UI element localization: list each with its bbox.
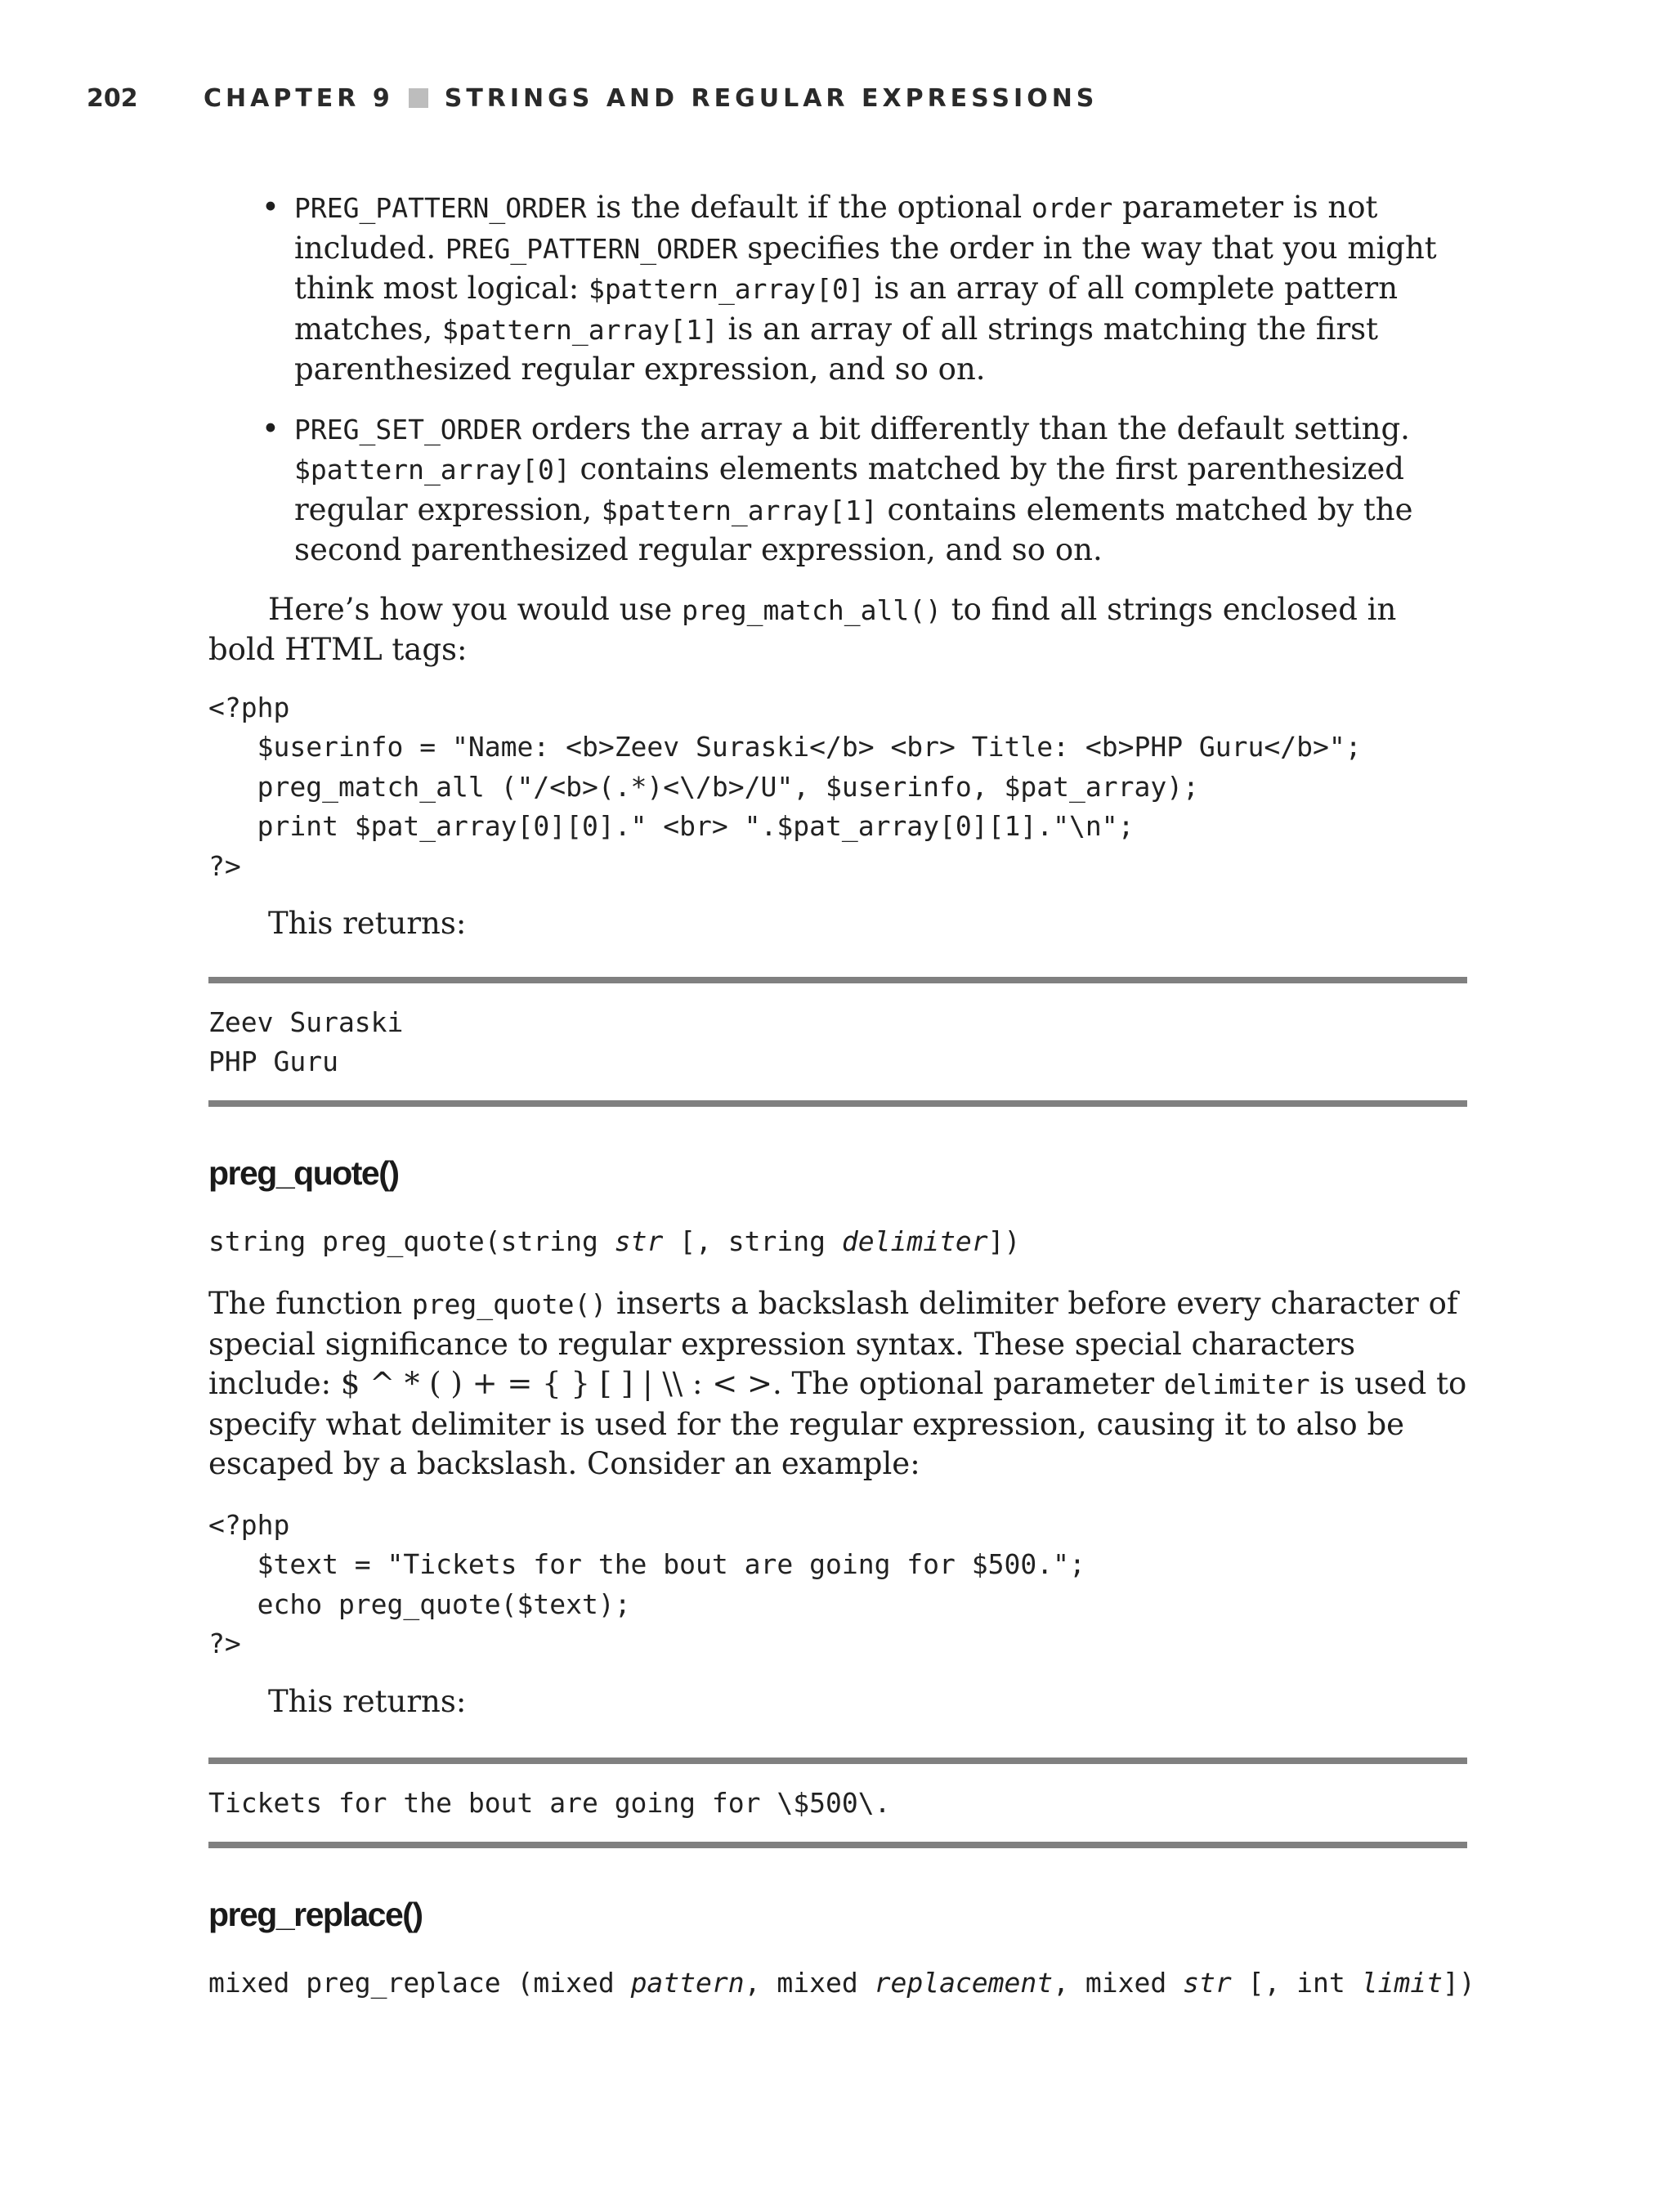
- signature-param: limit: [1361, 1966, 1443, 1999]
- function-signature-preg-quote: [208, 1222, 1467, 1262]
- function-heading-preg-replace: preg_replace(): [208, 1895, 423, 1933]
- bullet-text-segment: is an array of all strings matching the first parenthesized regular expression, and so on.: [294, 311, 1379, 387]
- signature-param: pattern: [630, 1966, 745, 1999]
- signature-part: ]): [1443, 1966, 1475, 1999]
- signature-part: [, string: [663, 1225, 842, 1257]
- order-options-list: [208, 188, 1467, 571]
- page-content: [208, 188, 1475, 2003]
- section-title: STRINGS AND REGULAR EXPRESSIONS: [444, 83, 1099, 113]
- signature-part: , mixed: [1053, 1966, 1184, 1999]
- bullet-text: [294, 411, 1413, 568]
- inline-code: delimiter: [1163, 1368, 1310, 1400]
- returns-label: This returns:: [268, 1683, 467, 1719]
- signature-part: , mixed: [744, 1966, 875, 1999]
- signature-part: mixed preg_replace (mixed: [208, 1966, 631, 1999]
- code-example-preg-quote: <?php $text = "Tickets for the bout are going for $500."; echo preg_quote($text); ?>: [208, 1508, 1085, 1659]
- running-header: [87, 80, 1098, 116]
- bullet-set-order: [208, 410, 1467, 571]
- inline-code: $pattern_array[1]: [601, 494, 878, 526]
- bullet-text-segment: contains elements matched by the second parenthesized regular expression, and so on.: [294, 491, 1413, 567]
- function-heading-preg-quote: preg_quote(): [208, 1153, 399, 1192]
- bullet-text: [294, 190, 1437, 387]
- bullet-text-segment: is an array of all complete pattern matches,: [294, 271, 1399, 347]
- signature-part: string preg_quote(string: [208, 1225, 615, 1257]
- signature-param: str: [1183, 1966, 1232, 1999]
- signature-part: [, int: [1231, 1966, 1362, 1999]
- description-text: is used to specify what delimiter is used for the regular expression, causing it to also be escaped by a backslash. Consider an example:: [208, 1366, 1467, 1481]
- inline-code: PREG_SET_ORDER: [294, 413, 522, 446]
- signature-param: replacement: [874, 1966, 1054, 1999]
- inline-code: preg_quote(): [411, 1288, 607, 1320]
- description-text: inserts a backslash delimiter before every character of special significance to regular expression syntax. These special characters include: $ ^ * ( ) + = { } [ ] | \\ : < >. The optional parameter: [208, 1286, 1458, 1401]
- inline-code: $pattern_array[0]: [589, 273, 865, 305]
- inline-code: PREG_PATTERN_ORDER: [294, 192, 587, 224]
- output-box-2: [208, 1758, 1467, 1848]
- chapter-label: CHAPTER 9: [204, 83, 394, 113]
- preg-quote-description: [208, 1284, 1467, 1484]
- usage-intro-text: Here’s how you would use: [268, 591, 683, 627]
- signature-part: ]): [987, 1225, 1021, 1257]
- inline-code: $pattern_array[1]: [441, 313, 718, 346]
- description-text: The function: [208, 1286, 412, 1321]
- output-box-1: [208, 977, 1467, 1107]
- bullet-text-segment: is the default if the optional: [586, 190, 1032, 225]
- usage-intro-paragraph: [208, 590, 1467, 670]
- output-text: Zeev Suraski PHP Guru: [208, 1005, 404, 1077]
- output-text: Tickets for the bout are going for \$500\.: [208, 1787, 891, 1819]
- inline-code: PREG_PATTERN_ORDER: [445, 232, 738, 265]
- inline-code: order: [1032, 192, 1113, 224]
- header-separator-square: [409, 88, 428, 108]
- code-example-preg-match-all: <?php $userinfo = "Name: <b>Zeev Suraski</b> <br> Title: <b>PHP Guru</b>"; preg_match_all ("/<b>(.*)<\/b>/U", $userinfo, $pat_array); print $pat_array[0][0]." <br> ".$pat_array[0][1]."\n"; ?>: [208, 691, 1362, 882]
- bullet-pattern-order: [208, 188, 1467, 390]
- function-signature-preg-replace: [208, 1963, 1475, 2004]
- bullet-dot: •: [262, 190, 280, 225]
- bullet-text-segment: specifies the order in the way that you might think most logical:: [294, 230, 1437, 306]
- usage-intro-text: to find all strings enclosed in bold HTML tags:: [208, 591, 1397, 667]
- signature-param: delimiter: [841, 1225, 988, 1257]
- returns-label: This returns:: [268, 906, 467, 941]
- bullet-text-segment: orders the array a bit differently than the default setting.: [521, 410, 1410, 446]
- inline-code: preg_match_all(): [682, 593, 942, 626]
- bullet-text-segment: parameter is not included.: [294, 190, 1378, 266]
- signature-param: str: [614, 1225, 664, 1257]
- inline-code: $pattern_array[0]: [294, 454, 571, 486]
- bullet-text-segment: contains elements matched by the first parenthesized regular expression,: [294, 451, 1404, 527]
- bullet-dot: •: [262, 410, 280, 446]
- page-number: 202: [87, 83, 138, 113]
